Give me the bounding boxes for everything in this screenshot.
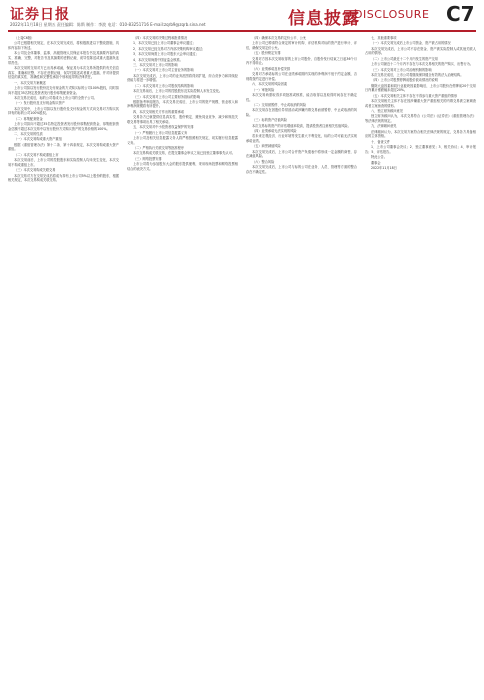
paragraph: 上市公司拟向不超过35名特定投资者发行股份募集配套资金，募集配套资金总额不超过本次交易中以发行股份方式购买资产的交易价格的100%。 [8,122,119,131]
paragraph: （二）上市公司最近十二个月内发生的资产交易 [371,56,438,61]
paragraph: （四）上市公司股票停牌前股价波动情况的说明 [371,78,438,83]
paragraph: （三）本次交易对上市公司主要财务指标的影响 [133,94,200,99]
paragraph: （三）网络投票安排 [133,156,162,161]
text-column-3 [246,36,357,692]
paragraph: （五）本次交易相关主体不存在不得参与重大资产重组的情形 [371,93,458,98]
paragraph: 上市公司拟以发行股份及支付现金的方式购买标的公司100%股权，同时拟向不超过35名特定投资者发行股份募集配套资金。 [8,85,119,95]
paragraph: 上市公司已聘请符合规定的审计机构、评估机构对标的资产进行审计、评估，确保交易定价公允。 [246,41,357,50]
paragraph: 三、本次交易对上市公司的影响 [133,62,178,67]
paragraph: 九、法律顾问意见 [371,124,397,129]
paragraph: 十、备查文件 [371,139,391,144]
paragraph: 公司已根据相关规定，在本次交易完成后，将积极推进以下整改措施，具体内容如下所述。 [8,41,119,50]
paragraph: （二）募集配套资金 [14,116,43,121]
paragraph: 4、本次交易尚需中国证监会核准。 [133,57,183,62]
paragraph: 本次交易标的资产的评估增值率较高，提请投资者注意相关估值风险。 [252,123,351,128]
paragraph: 本次交易完成后，标的公司将成为上市公司的全资子公司。 [14,95,97,100]
paragraph: 上市公司最近十二个月内不存在与本次交易相关的资产购买、出售行为。 [371,62,473,67]
section-title: 信息披露 [288,9,360,29]
paragraph: （五）商誉减值风险 [252,144,281,149]
paragraph: 1、本次交易已经上市公司董事会审议通过； [133,41,196,46]
text-column-2 [127,36,238,692]
paragraph: 本次交易前后，上市公司的控股股东和实际控制人均未发生变化，本次交易不构成重组上市。 [8,158,119,167]
paragraph: 四、本次交易相关方作出的重要承诺 [133,109,184,114]
text-column-4 [365,36,476,692]
paragraph: （一）审批风险 [252,87,275,92]
paragraph: 本次交易完成后，上市公司合并资产负债表中将形成一定金额的商誉，存在减值风险。 [246,149,357,159]
masthead [0,0,484,36]
paragraph: 八、独立财务顾问意见 [371,109,403,114]
paragraph: 本次交易完成后，上市公司的业务范围将得到扩展，综合竞争力和持续经营能力将进一步增强。 [127,73,238,83]
issue-meta: 2022年11月18日 星期五 责任编辑：陈斯 制作：李波 电话：010-83251716 E-mail:zqrb9@zqrb.sina.net [10,22,206,27]
paragraph: 本次交易相关主体不存在因涉嫌重大资产重组相关的内幕交易被立案调查或者立案侦查的情形。 [365,99,476,108]
paragraph: 根据备考审阅报告，本次交易完成后，上市公司的资产规模、营业收入和净利润规模将有所提升。 [127,99,238,109]
paragraph: （一）发行股份及支付现金购买资产 [14,101,65,106]
paragraph: 本次交易存在因股价异常波动或涉嫌内幕交易而被暂停、中止或取消的风险。 [246,108,357,117]
paragraph: （上接C6版） [14,36,35,40]
paragraph: （二）本次交易对上市公司股权结构的影响 [133,83,194,88]
paragraph: （一）本次交易对上市公司主营业务的影响 [133,68,194,73]
paragraph: 上市公司将为参加股东大会的股东提供便利，采用现场投票和网络投票相结合的表决方式。 [127,162,238,171]
paragraph: （一）本次交易完成后上市公司资金、资产被占用的情况 [371,41,451,46]
paragraph: 特此公告。 [371,155,387,160]
paragraph: 1、上市公司董事会决议；2、独立董事意见；3、相关协议；4、审计报告；5、评估报告。 [365,145,476,154]
paragraph: 本次交易尚需取得多项批准或核准，能否取得以及取得时间存在不确定性。 [246,92,357,102]
paragraph: 2022年11月18日 [371,165,397,170]
paragraph: 本次交易中，上市公司拟以发行股份及支付现金的方式向交易对方购买其持有的标的公司100%股权。 [8,106,119,116]
paragraph: 3、本次交易尚需上市公司股东大会审议通过； [133,52,199,57]
paragraph: （一）严格履行上市公司信息披露义务 [133,130,188,135]
paragraph: 本公司及全体董事、监事、高级管理人员保证本报告书及其摘要内容的真实、准确、完整，对报告书及其摘要的虚假记载、误导性陈述或重大遗漏负连带责任。 [8,51,119,65]
paragraph: （一）本次交易构成重大资产重组 [14,137,62,142]
paragraph: （六）业绩承诺及补偿安排 [252,66,291,71]
paragraph: 独立财务顾问认为，本次交易符合《公司法》《证券法》《重组管理办法》等法律法规的规定。 [365,114,476,124]
paragraph: 二、本次交易的性质 [14,132,43,137]
paragraph: 本次交易完成后，上市公司将继续保持健全有效的法人治理结构。 [371,72,464,77]
paragraph: 本次交易前后，上市公司的控股股东及实际控制人未发生变化。 [133,89,223,94]
paragraph: 2、本次交易已经交易对方内部决策机构审议通过； [133,46,206,51]
paragraph: 本次交易对方在交易完成后将成为持有上市公司5%以上股份的股东，根据相关规定，本次交易构成关联交易。 [8,173,119,183]
paragraph: 交易对方承诺标的公司在业绩承诺期内实现的净利润不低于约定金额，否则将按约定进行补偿。 [246,72,357,81]
paragraph: 董事会 [371,160,381,165]
text-column-1 [8,36,119,692]
paragraph: 六、本次交易的风险因素 [252,82,288,87]
paragraph: 一、本次交易方案概述 [14,80,46,85]
paragraph: （三）本次交易对上市公司治理机制的影响 [371,67,432,72]
paragraph: （六）整合风险 [252,159,275,164]
paragraph: （五）股份锁定安排 [252,51,281,56]
paragraph: 上市公司及相关信息披露义务人将严格按照相关规定，切实履行信息披露义务。 [127,136,238,145]
paragraph: 五、本次交易对中小投资者权益保护的安排 [133,125,194,130]
paragraph: （二）交易被暂停、中止或取消的风险 [252,102,307,107]
header-rule [8,30,476,32]
paragraph: （二）严格执行关联交易等批准程序 [133,146,184,151]
paragraph: 交易各方已就提供信息真实性、股份锁定、避免同业竞争、减少和规范关联交易等事项出具了相关承诺。 [127,115,238,124]
paragraph: 本次交易完成后，上市公司与标的公司在业务、人员、管理等方面的整合存在不确定性。 [246,165,357,174]
paragraph: 本次交易构成关联交易，在提交董事会审议之前已经独立董事事先认可。 [133,151,235,156]
article-body [8,36,476,692]
paragraph: 若未来宏观经济、行业环境等发生重大不利变化，标的公司可能无法实现承诺业绩。 [246,134,357,144]
paragraph: 法律顾问认为，本次交易方案符合相关法律法规的规定，交易各方具备相应的主体资格。 [365,129,476,139]
paragraph: （二）本次交易不构成重组上市 [14,152,59,157]
paragraph: （四）本次交易的决策过程和批准情况 [133,36,188,40]
paragraph: 七、其他重要事项 [371,36,397,40]
paragraph: （四）业绩承诺无法实现的风险 [252,129,297,134]
paragraph: 本次交易完成后，上市公司不存在资金、资产被实际控制人或其他关联人占用的情形。 [365,46,476,56]
page-number: C7 [446,2,475,26]
newspaper-logo: 证券日报 [10,7,70,23]
paragraph: （四）确保本次交易的定价公平、公允 [252,36,307,40]
paragraph: 根据《重组管理办法》第十二条、第十四条规定，本次交易构成重大资产重组。 [8,142,119,152]
paragraph: 剔除大盘因素和同行业板块因素影响后，上市公司股价在停牌前20个交易日内累计涨跌幅未超过20%。 [365,83,476,93]
paragraph: 本次交易的交易对方已出具承诺函，保证其为本次交易所提供的有关信息真实、准确和完整，不存在虚假记载、误导性陈述或者重大遗漏，并对所提供信息的真实性、准确性和完整性承担个别和连带的法律责任。 [8,65,119,80]
paragraph: （三）本次交易构成关联交易 [14,168,56,173]
paragraph: 交易对方因本次交易取得的上市公司股份，自股份发行结束之日起36个月内不得转让。 [246,56,357,66]
section-title-en: DISCLOSURE [354,8,430,21]
paragraph: （三）标的资产估值风险 [252,118,288,123]
